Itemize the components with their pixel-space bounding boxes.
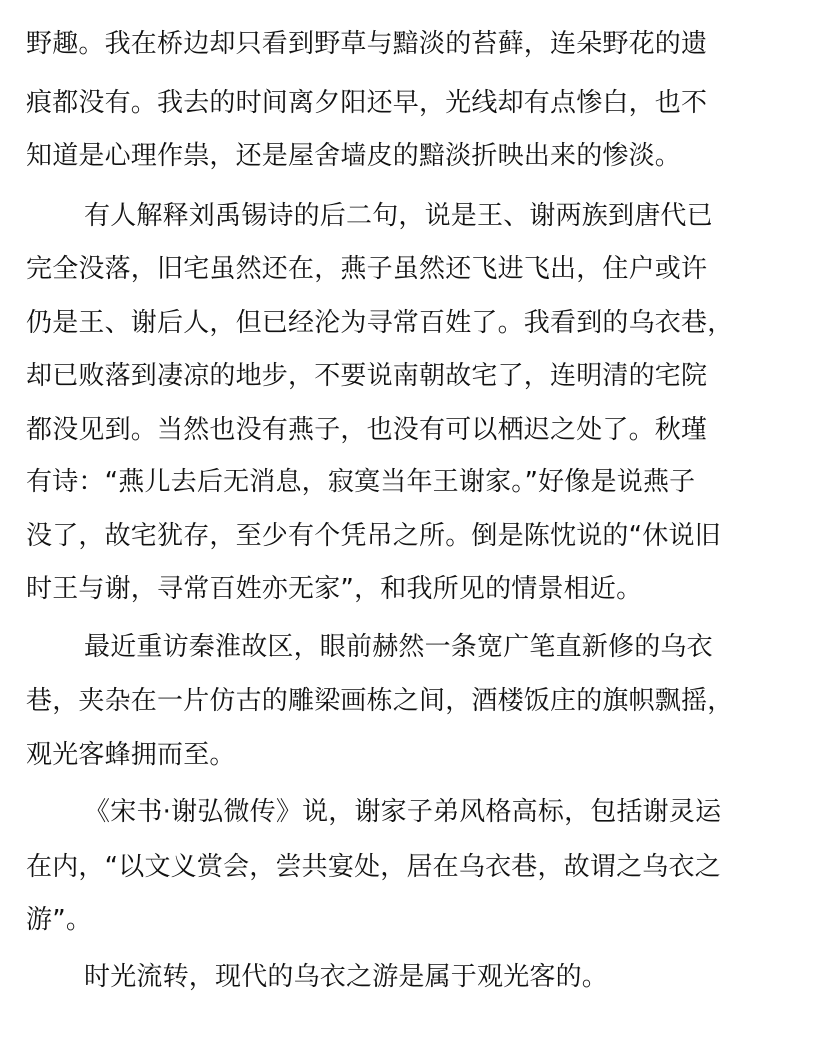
paragraph-first-line: 《宋书·谢弘微传》说，谢家子弟风格高标，包括谢灵运: [84, 797, 722, 827]
text-line: 游”。: [26, 905, 93, 935]
text-line: 巷，夹杂在一片仿古的雕梁画栋之间，酒楼饭庄的旗帜飘摇，: [26, 686, 734, 716]
text-line: 观光客蜂拥而至。: [26, 740, 236, 770]
text-line: 没了，故宅犹存，至少有个凭吊之所。倒是陈忱说的“休说旧: [26, 521, 721, 551]
text-line: 野趣。我在桥边却只看到野草与黯淡的苔藓，连朵野花的遗: [26, 29, 708, 59]
text-line: 时王与谢，寻常百姓亦无家”，和我所见的情景相近。: [26, 574, 643, 604]
text-line: 完全没落，旧宅虽然还在，燕子虽然还飞进飞出，住户或许: [26, 254, 708, 284]
paragraph-first-line: 有人解释刘禹锡诗的后二句，说是王、谢两族到唐代已: [84, 201, 713, 231]
paragraph-first-line: 最近重访秦淮故区，眼前赫然一条宽广笔直新修的乌衣: [84, 632, 713, 662]
text-line: 痕都没有。我去的时间离夕阳还早，光线却有点惨白，也不: [26, 88, 708, 118]
paragraph-first-line: 时光流转，现代的乌衣之游是属于观光客的。: [84, 962, 609, 992]
text-line: 在内，“以文义赏会，尝共宴处，居在乌衣巷，故谓之乌衣之: [26, 852, 721, 882]
text-line: 仍是王、谢后人，但已经沦为寻常百姓了。我看到的乌衣巷，: [26, 308, 734, 338]
text-line: 却已败落到凄凉的地步，不要说南朝故宅了，连明清的宅院: [26, 361, 708, 391]
text-line: 有诗：“燕儿去后无消息，寂寞当年王谢家。”好像是说燕子: [26, 467, 696, 497]
text-line: 都没见到。当然也没有燕子，也没有可以栖迟之处了。秋瑾: [26, 415, 708, 445]
text-line: 知道是心理作祟，还是屋舍墙皮的黯淡折映出来的惨淡。: [26, 141, 682, 171]
